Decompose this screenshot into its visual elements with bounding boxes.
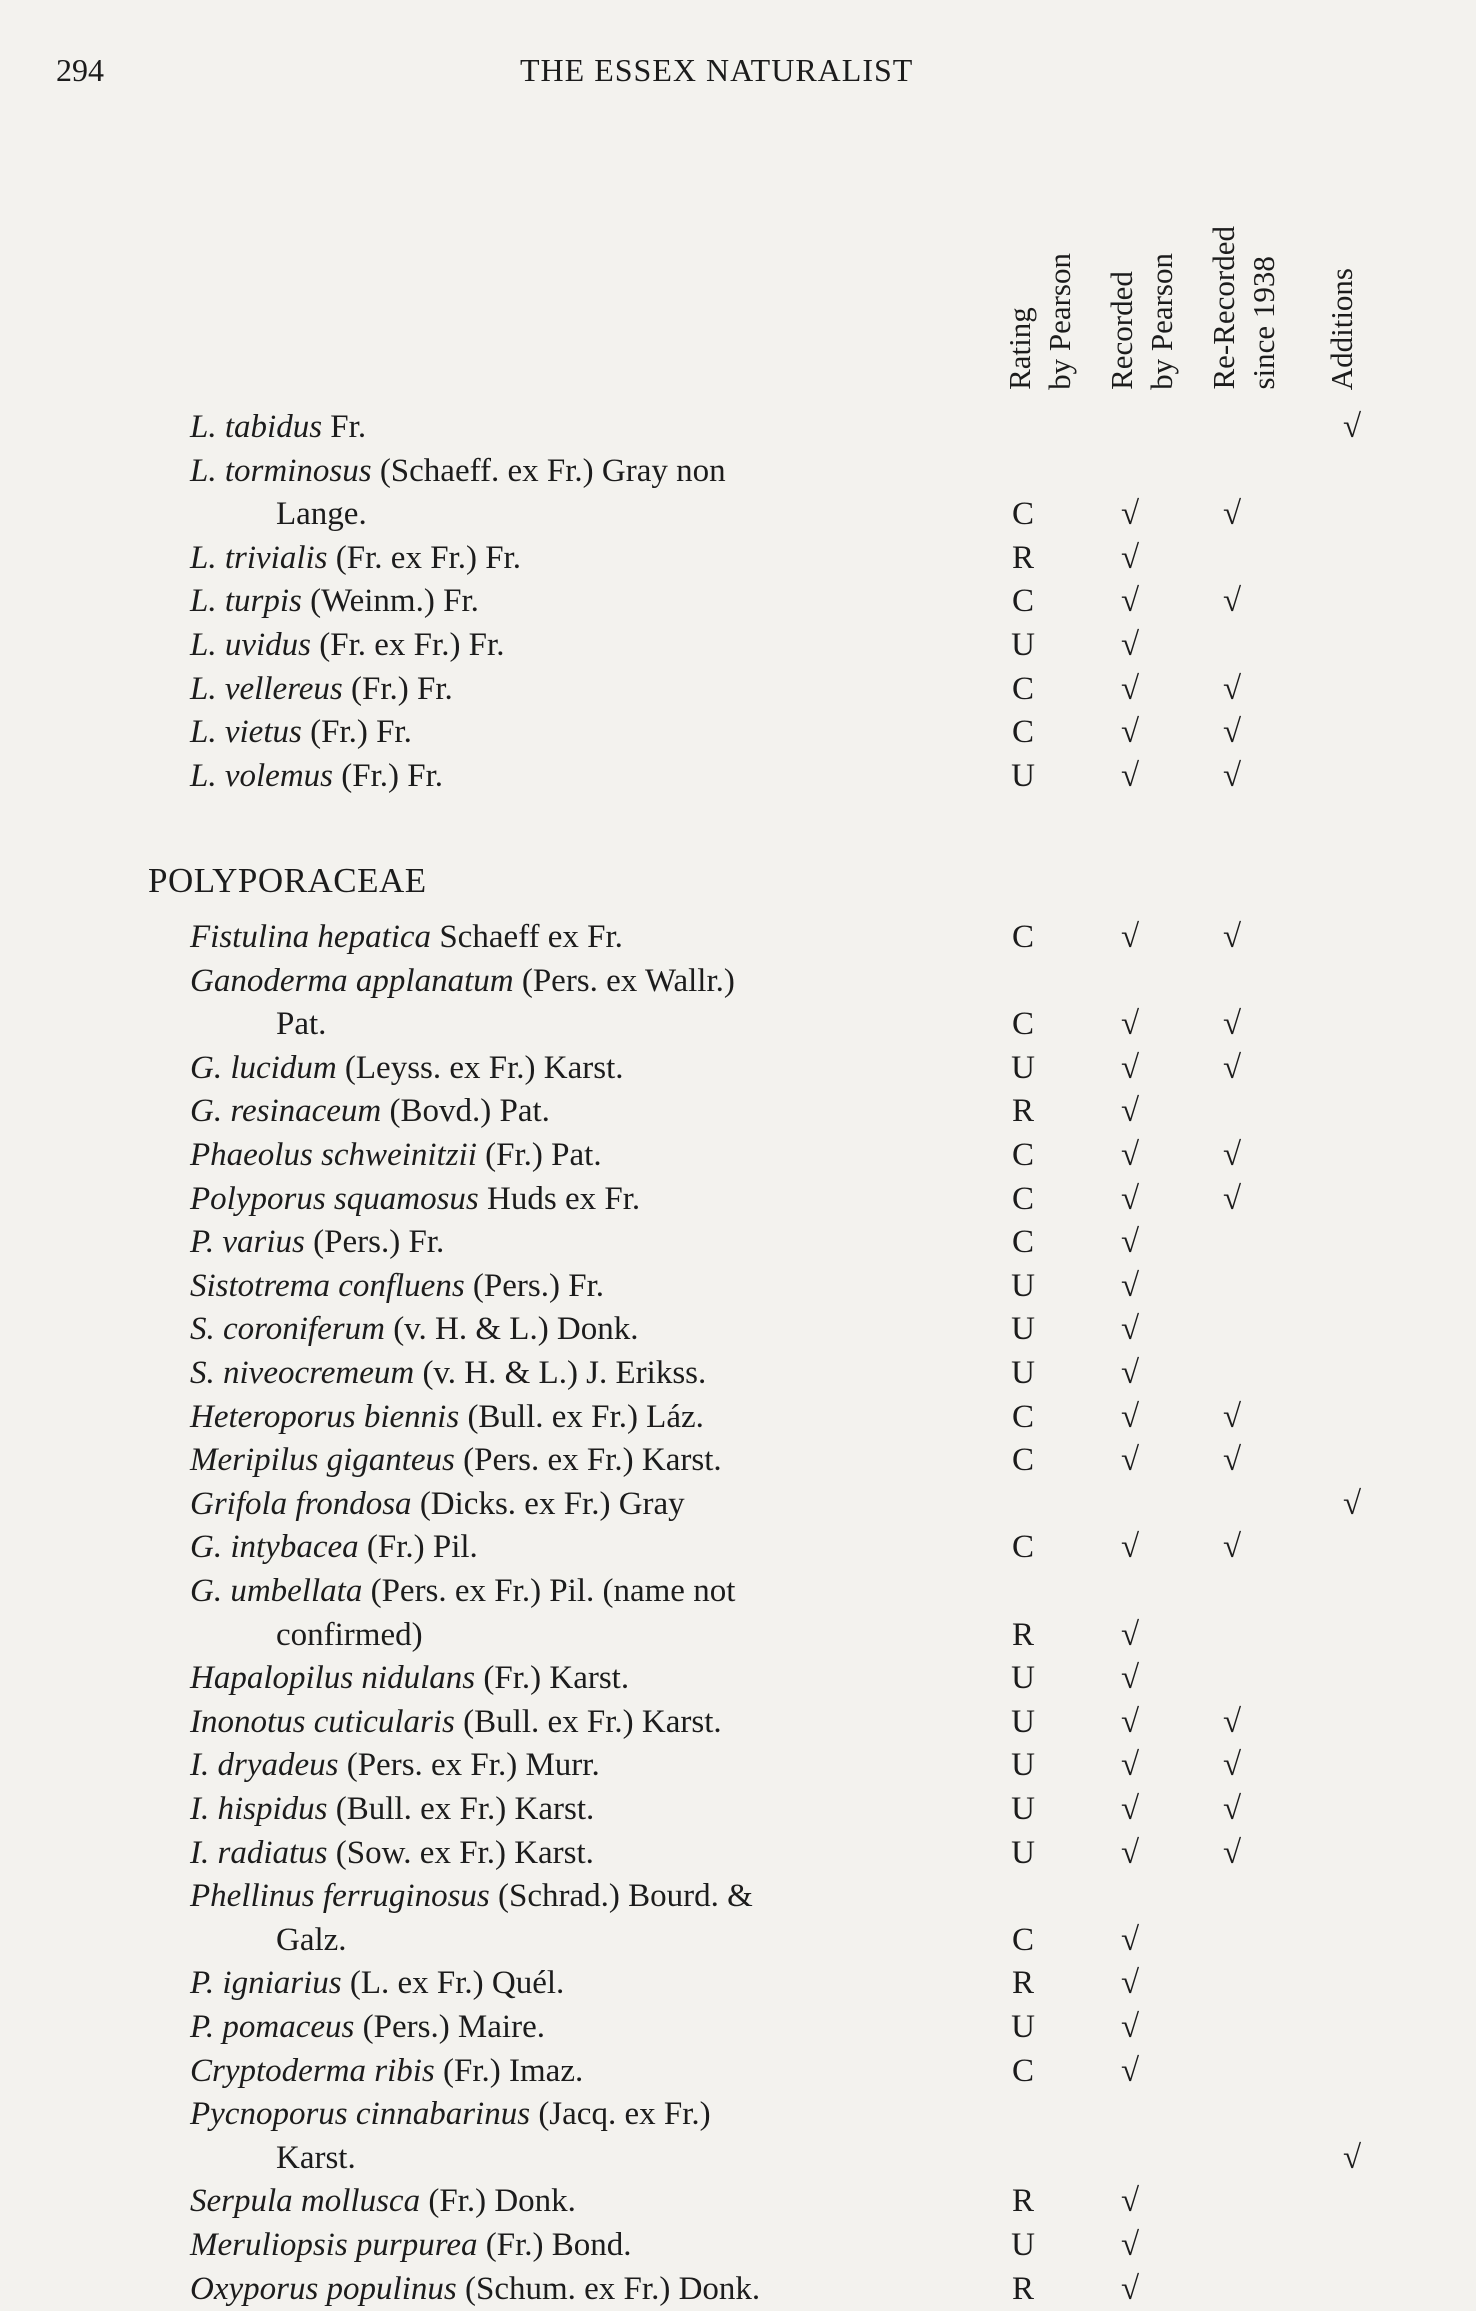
recorded-cell: √ <box>1120 919 1140 955</box>
species-authority: (Schaeff. ex Fr.) Gray non <box>371 452 726 489</box>
species-authority: (Bovd.) Pat. <box>381 1093 550 1130</box>
column-header-recorded: Recorded by Pearson <box>1104 253 1179 390</box>
table-row <box>0 2049 1476 2093</box>
table-row <box>0 536 1476 580</box>
recorded-cell: √ <box>1120 1660 1140 1697</box>
species-name <box>190 1395 704 1439</box>
species-authority: (Jacq. ex Fr.) <box>530 2096 711 2133</box>
species-authority: (Fr.) Bond. <box>477 2227 632 2263</box>
recorded-cell: √ <box>1120 1311 1140 1348</box>
recorded-cell: √ <box>1120 757 1140 794</box>
species-authority: (Sow. ex Fr.) Karst. <box>327 1834 594 1871</box>
species-authority: Schaeff ex Fr. <box>431 919 623 955</box>
recorded-cell: √ <box>1120 2052 1140 2089</box>
column-header-rerecorded: Re-Recorded since 1938 <box>1206 226 1281 390</box>
species-name <box>190 1177 640 1221</box>
recorded-cell: √ <box>1120 1006 1140 1043</box>
recorded-cell: √ <box>1120 1703 1140 1740</box>
species-authority: (Fr.) Karst. <box>475 1660 630 1697</box>
rerecorded-cell: √ <box>1222 919 1242 955</box>
species-name <box>190 1264 604 1308</box>
rating-cell: U <box>1011 1311 1035 1348</box>
species-name <box>190 1133 602 1177</box>
table-row <box>0 1656 1476 1700</box>
species-binomial: L. vietus <box>190 714 302 751</box>
species-binomial: Pycnoporus cinnabarinus <box>190 2096 531 2133</box>
table-row <box>0 2092 1476 2176</box>
species-binomial: Inonotus cuticularis <box>190 1703 455 1740</box>
recorded-cell: √ <box>1120 1093 1140 1130</box>
recorded-cell: √ <box>1120 1529 1140 1566</box>
species-name <box>190 1220 444 1264</box>
recorded-cell: √ <box>1120 1616 1140 1653</box>
table-row <box>0 449 1476 533</box>
rating-cell: R <box>1011 2183 1034 2220</box>
rating-cell: U <box>1011 757 1035 794</box>
species-name <box>190 2005 545 2049</box>
species-authority: (Pers.) Fr. <box>304 1224 445 1261</box>
species-authority: (Fr.) Pat. <box>476 1137 602 1173</box>
species-name <box>190 1525 478 1569</box>
species-authority: (Fr.) Fr. <box>342 670 453 707</box>
species-binomial: P. varius <box>190 1224 305 1261</box>
recorded-cell: √ <box>1120 583 1140 620</box>
rating-cell: R <box>1011 1093 1034 1130</box>
rating-cell: U <box>1011 1049 1035 1086</box>
species-binomial: Meruliopsis purpurea <box>190 2227 478 2263</box>
recorded-cell: √ <box>1120 1267 1140 1304</box>
species-name <box>190 1961 564 2005</box>
rerecorded-cell: √ <box>1222 1137 1242 1173</box>
species-authority: (Pers. ex Fr.) Karst. <box>454 1442 722 1479</box>
rerecorded-cell: √ <box>1222 1703 1242 1740</box>
rating-cell: U <box>1011 1747 1035 1784</box>
rating-cell: C <box>1011 1137 1034 1173</box>
species-name <box>190 1874 753 1918</box>
recorded-cell: √ <box>1120 496 1140 533</box>
species-name <box>190 405 366 449</box>
rating-cell: U <box>1011 627 1035 663</box>
species-name <box>190 1700 722 1744</box>
species-name <box>190 667 453 711</box>
rating-cell: C <box>1011 1529 1034 1566</box>
species-binomial: Phellinus ferruginosus <box>190 1878 490 1915</box>
species-authority: Huds ex Fr. <box>478 1180 641 1217</box>
species-authority: (Dicks. ex Fr.) Gray <box>411 1485 685 1522</box>
recorded-cell: √ <box>1120 2270 1140 2307</box>
species-binomial: G. lucidum <box>190 1049 337 1086</box>
species-authority: (Fr.) Pil. <box>358 1529 478 1566</box>
species-name <box>190 2267 760 2311</box>
species-binomial: S. coroniferum <box>190 1311 385 1348</box>
rerecorded-cell: √ <box>1222 1180 1242 1217</box>
species-name <box>190 2223 632 2267</box>
table-row <box>0 623 1476 667</box>
species-name-continued: Galz. <box>276 1921 347 1958</box>
table-row <box>0 1307 1476 1351</box>
rerecorded-cell: √ <box>1222 1529 1242 1566</box>
species-name <box>190 1307 639 1351</box>
species-binomial: L. uvidus <box>190 627 312 663</box>
species-authority: (Fr.) Fr. <box>333 757 444 794</box>
species-name <box>190 2092 711 2136</box>
species-authority: (v. H. & L.) J. Erikss. <box>414 1355 707 1391</box>
rerecorded-cell: √ <box>1222 670 1242 707</box>
species-authority: (Fr.) Imaz. <box>434 2052 584 2089</box>
species-binomial: L. turpis <box>190 583 302 620</box>
recorded-cell: √ <box>1120 539 1140 576</box>
additions-cell: √ <box>1342 2139 1362 2176</box>
rating-cell: C <box>1011 2052 1034 2089</box>
species-name <box>190 1787 594 1831</box>
table-row <box>0 579 1476 623</box>
species-name <box>190 754 443 798</box>
rating-cell: U <box>1011 1834 1035 1871</box>
table-row <box>0 1220 1476 1264</box>
recorded-cell: √ <box>1120 1834 1140 1871</box>
species-name <box>190 536 521 580</box>
rating-cell: C <box>1011 919 1034 955</box>
species-authority: (Fr.) Donk. <box>420 2183 576 2220</box>
rerecorded-cell: √ <box>1222 1747 1242 1784</box>
rerecorded-cell: √ <box>1222 1398 1242 1435</box>
species-name <box>190 623 504 667</box>
species-binomial: L. trivialis <box>190 539 328 576</box>
rerecorded-cell: √ <box>1222 1791 1242 1827</box>
species-binomial: L. torminosus <box>190 452 372 489</box>
rerecorded-cell: √ <box>1222 1442 1242 1479</box>
table-row <box>0 1569 1476 1653</box>
species-binomial: Fistulina hepatica <box>190 919 432 955</box>
species-name <box>190 449 726 493</box>
rerecorded-cell: √ <box>1222 496 1242 533</box>
recorded-cell: √ <box>1120 714 1140 751</box>
species-authority: (Pers.) Maire. <box>354 2009 545 2045</box>
species-name-continued: Lange. <box>276 496 367 533</box>
recorded-cell: √ <box>1120 1355 1140 1391</box>
table-row <box>0 1743 1476 1787</box>
species-binomial: I. dryadeus <box>190 1747 339 1784</box>
species-binomial: Meripilus giganteus <box>190 1442 455 1479</box>
species-binomial: Cryptoderma ribis <box>190 2052 435 2089</box>
species-name <box>190 710 412 754</box>
species-binomial: Ganoderma applanatum <box>190 962 514 999</box>
recorded-cell: √ <box>1120 1398 1140 1435</box>
rating-cell: C <box>1011 496 1034 533</box>
rating-cell: C <box>1011 714 1034 751</box>
column-header-additions: Additions <box>1324 267 1359 390</box>
species-binomial: Heteroporus biennis <box>190 1398 460 1435</box>
rating-cell: R <box>1011 539 1034 576</box>
species-authority: (Pers. ex Fr.) Pil. (name not <box>362 1573 736 1609</box>
additions-cell: √ <box>1342 409 1362 445</box>
species-name <box>190 1089 550 1133</box>
species-name <box>190 1569 735 1613</box>
rerecorded-cell: √ <box>1222 1006 1242 1043</box>
rating-cell: C <box>1011 1442 1034 1479</box>
rerecorded-cell: √ <box>1222 583 1242 620</box>
species-name-continued: Karst. <box>276 2139 356 2176</box>
species-authority: (Weinm.) Fr. <box>301 583 479 620</box>
table-row <box>0 915 1476 959</box>
rating-cell: C <box>1011 1398 1034 1435</box>
table-row <box>0 1089 1476 1133</box>
species-authority: (Fr. ex Fr.) Fr. <box>311 627 505 663</box>
running-title: THE ESSEX NATURALIST <box>520 52 914 88</box>
rating-cell: C <box>1011 1180 1034 1217</box>
species-binomial: G. umbellata <box>190 1573 363 1609</box>
table-row <box>0 1351 1476 1395</box>
table-row <box>0 754 1476 798</box>
table-row <box>0 959 1476 1043</box>
rating-cell: R <box>1011 1965 1034 2002</box>
table-row <box>0 667 1476 711</box>
table-row <box>0 1700 1476 1744</box>
rating-cell: U <box>1011 1355 1035 1391</box>
rerecorded-cell: √ <box>1222 1049 1242 1086</box>
table-row <box>0 710 1476 754</box>
rerecorded-cell: √ <box>1222 714 1242 751</box>
table-row <box>0 1525 1476 1569</box>
species-authority: (Fr. ex Fr.) Fr. <box>327 539 521 576</box>
table-row <box>0 1264 1476 1308</box>
species-binomial: Hapalopilus nidulans <box>190 1660 476 1697</box>
species-name <box>190 1831 594 1875</box>
page-number: 294 <box>56 52 104 88</box>
species-binomial: S. niveocremeum <box>190 1355 415 1391</box>
rating-cell: U <box>1011 2227 1035 2263</box>
species-binomial: Polyporus squamosus <box>190 1180 479 1217</box>
species-binomial: P. igniarius <box>190 1965 342 2002</box>
species-name <box>190 1656 629 1700</box>
rating-cell: C <box>1011 1006 1034 1043</box>
recorded-cell: √ <box>1120 1442 1140 1479</box>
table-row <box>0 1831 1476 1875</box>
rating-cell: U <box>1011 1660 1035 1697</box>
recorded-cell: √ <box>1120 670 1140 707</box>
species-binomial: Grifola frondosa <box>190 1485 412 1522</box>
species-binomial: Serpula mollusca <box>190 2183 421 2220</box>
rating-cell: R <box>1011 2270 1034 2307</box>
recorded-cell: √ <box>1120 1137 1140 1173</box>
species-authority: (Pers. ex Fr.) Murr. <box>338 1747 600 1784</box>
table-row <box>0 2267 1476 2311</box>
species-authority: (Bull. ex Fr.) Karst. <box>327 1791 595 1827</box>
species-binomial: Oxyporus populinus <box>190 2270 457 2307</box>
rating-cell: U <box>1011 1267 1035 1304</box>
table-row <box>0 1395 1476 1439</box>
table-row <box>0 1177 1476 1221</box>
rating-cell: R <box>1011 1616 1034 1653</box>
species-authority: (Fr.) Fr. <box>301 714 412 751</box>
table-row <box>0 405 1476 449</box>
recorded-cell: √ <box>1120 2009 1140 2045</box>
species-authority: (Schrad.) Bourd. & <box>489 1878 753 1915</box>
species-authority: (Bull. ex Fr.) Karst. <box>454 1703 722 1740</box>
species-binomial: P. pomaceus <box>190 2009 355 2045</box>
species-name <box>190 1482 685 1526</box>
table-row <box>0 1046 1476 1090</box>
species-name <box>190 1438 722 1482</box>
species-authority: (Pers.) Fr. <box>464 1267 605 1304</box>
rating-cell: C <box>1011 1224 1034 1261</box>
rating-cell: C <box>1011 1921 1034 1958</box>
species-authority: (Pers. ex Wallr.) <box>513 962 735 999</box>
species-binomial: L. volemus <box>190 757 333 794</box>
table-row <box>0 2005 1476 2049</box>
species-authority: (Bull. ex Fr.) Láz. <box>459 1398 704 1435</box>
rating-cell: U <box>1011 1703 1035 1740</box>
recorded-cell: √ <box>1120 1049 1140 1086</box>
rerecorded-cell: √ <box>1222 1834 1242 1871</box>
page-header <box>0 52 1476 92</box>
species-binomial: L. vellereus <box>190 670 343 707</box>
species-authority: (L. ex Fr.) Quél. <box>341 1965 565 2002</box>
rating-cell: U <box>1011 2009 1035 2045</box>
rerecorded-cell: √ <box>1222 757 1242 794</box>
species-name <box>190 915 623 959</box>
species-binomial: Sistotrema confluens <box>190 1267 465 1304</box>
species-binomial: G. resinaceum <box>190 1093 382 1130</box>
family-heading: POLYPORACEAE <box>148 861 427 901</box>
recorded-cell: √ <box>1120 1224 1140 1261</box>
recorded-cell: √ <box>1120 1921 1140 1958</box>
rating-cell: C <box>1011 583 1034 620</box>
species-name <box>190 2179 576 2223</box>
recorded-cell: √ <box>1120 627 1140 663</box>
species-name-continued: confirmed) <box>276 1616 423 1653</box>
rating-cell: U <box>1011 1791 1035 1827</box>
species-name-continued: Pat. <box>276 1006 327 1043</box>
species-name <box>190 579 479 623</box>
rating-cell: C <box>1011 670 1034 707</box>
recorded-cell: √ <box>1120 1965 1140 2002</box>
recorded-cell: √ <box>1120 1747 1140 1784</box>
species-binomial: I. radiatus <box>190 1834 328 1871</box>
species-binomial: Phaeolus schweinitzii <box>190 1137 477 1173</box>
table-row <box>0 1482 1476 1526</box>
species-name <box>190 1351 706 1395</box>
species-name <box>190 1743 600 1787</box>
table-row <box>0 1787 1476 1831</box>
species-binomial: G. intybacea <box>190 1529 359 1566</box>
recorded-cell: √ <box>1120 1791 1140 1827</box>
table-row <box>0 1874 1476 1958</box>
table-row <box>0 1133 1476 1177</box>
recorded-cell: √ <box>1120 1180 1140 1217</box>
column-header-rating: Rating by Pearson <box>1002 253 1077 390</box>
table-row <box>0 2223 1476 2267</box>
recorded-cell: √ <box>1120 2227 1140 2263</box>
species-authority: (Leyss. ex Fr.) Karst. <box>336 1049 624 1086</box>
species-name <box>190 1046 624 1090</box>
table-row <box>0 1438 1476 1482</box>
species-name <box>190 2049 583 2093</box>
additions-cell: √ <box>1342 1485 1362 1522</box>
species-authority: (Schum. ex Fr.) Donk. <box>456 2270 761 2307</box>
table-row <box>0 1961 1476 2005</box>
species-binomial: I. hispidus <box>190 1791 328 1827</box>
table-row <box>0 2179 1476 2223</box>
species-authority: Fr. <box>322 409 367 445</box>
species-binomial: L. tabidus <box>190 409 323 445</box>
recorded-cell: √ <box>1120 2183 1140 2220</box>
species-authority: (v. H. & L.) Donk. <box>384 1311 639 1348</box>
species-name <box>190 959 735 1003</box>
